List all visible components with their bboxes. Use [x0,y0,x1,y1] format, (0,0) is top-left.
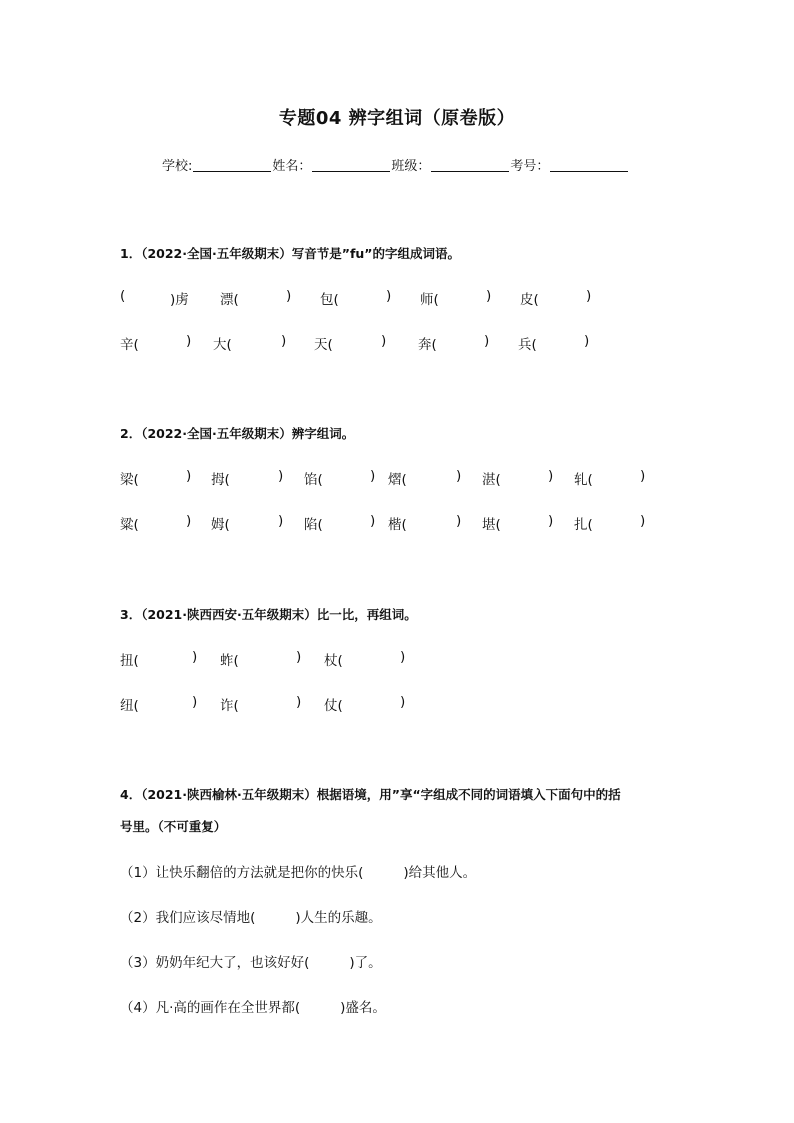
q2-r2-item1-open: 粱( [120,517,139,533]
q1-r2-item3-open: 天( [314,337,333,353]
q3-r1-item1-close: ) [192,649,198,665]
q2-r1-item6-open: 轧( [574,472,593,488]
info-school: 学校: [162,155,272,174]
q1-r2-item5-close: ) [584,333,590,349]
q2-r2-item3-open: 陷( [304,517,323,533]
q2-r1-item2-open: 拇( [211,472,230,488]
q3-r1-item3-close: ) [400,649,406,665]
q1-r1-item4-open: 师( [420,292,439,308]
q1-r2-item1-close: ) [186,333,192,349]
question-4-header-line-2: 号里。（不可重复） [120,819,227,834]
q1-r1-item1-open: ( [120,288,126,304]
q1-r1-item3-open: 包( [320,292,339,308]
q2-r2-item6-open: 扎( [574,517,593,533]
name-blank[interactable] [312,157,390,172]
q1-r2-item2-open: 大( [213,337,232,353]
q3-r2-item2-close: ) [296,694,302,710]
q3-r2-item1-close: ) [192,694,198,710]
q2-r1-item6-close: ) [640,468,646,484]
q2-r1-item3-open: 馅( [304,472,323,488]
q2-r1-item5-close: ) [548,468,554,484]
q3-r2-item3-close: ) [400,694,406,710]
q2-r1-item5-open: 湛( [482,472,501,488]
q4-sentence-3 [120,951,382,971]
q4-sentence-4 [120,996,386,1016]
q2-r1-item1-close: ) [186,468,192,484]
q4-s3-before: （3）奶奶年纪大了，也该好好( [120,955,310,971]
question-2-header: 2．（2022·全国·五年级期末）辨字组词。 [120,426,355,441]
q3-r2-item1-open: 纽( [120,698,139,714]
q1-r1-item2-open: 漂( [220,292,239,308]
q1-r2-item3-close: ) [381,333,387,349]
question-1-header: 1．（2022·全国·五年级期末）写音节是”fu”的字组成词语。 [120,246,461,261]
q2-r2-item3-close: ) [370,513,376,529]
q1-r1-item2-close: ) [286,288,292,304]
q2-r1-item3-close: ) [370,468,376,484]
q2-r1-item2-close: ) [278,468,284,484]
q1-r1-item1-close: )虏 [170,292,189,308]
q1-r2-item4-close: ) [484,333,490,349]
q4-sentence-2 [120,906,382,926]
q1-r2-item4-open: 奔( [418,337,437,353]
q3-r1-item2-open: 蚱( [220,653,239,669]
q1-r1-item4-close: ) [486,288,492,304]
q4-s2-before: （2）我们应该尽情地( [120,910,256,926]
q1-r1-item3-close: ) [386,288,392,304]
q1-r2-item2-close: ) [281,333,287,349]
q4-s3-after: )了。 [349,955,382,971]
q2-r2-item5-close: ) [548,513,554,529]
q2-r2-item4-close: ) [456,513,462,529]
q4-s4-after: )盛名。 [340,1000,386,1016]
q1-r2-item5-open: 兵( [518,337,537,353]
question-4-header-line-1: 4．（2021·陕西榆林·五年级期末）根据语境，用”享“字组成不同的词语填入下面句中的括 [120,787,621,802]
q2-r2-item4-open: 楷( [388,517,407,533]
q2-r1-item4-open: 熠( [388,472,407,488]
class-blank[interactable] [431,157,509,172]
q2-r2-item6-close: ) [640,513,646,529]
q1-r1-item5-open: 皮( [520,292,539,308]
q3-r1-item1-open: 扭( [120,653,139,669]
exam-number-blank[interactable] [550,157,628,172]
school-blank[interactable] [193,157,271,172]
q1-r2-item1-open: 辛( [120,337,139,353]
q3-r1-item2-close: ) [296,649,302,665]
q2-r2-item1-close: ) [186,513,192,529]
info-exam-number: 考号： [510,155,629,174]
q4-s2-after: )人生的乐趣。 [295,910,382,926]
q3-r2-item2-open: 诈( [220,698,239,714]
student-info-line [162,155,629,174]
q2-r1-item1-open: 梁( [120,472,139,488]
info-name: 姓名： [272,155,391,174]
q3-r1-item3-open: 杖( [324,653,343,669]
info-class: 班级： [391,155,510,174]
question-3-header: 3．（2021·陕西西安·五年级期末）比一比，再组词。 [120,607,417,622]
page-title: 专题04 辨字组词（原卷版） [278,108,516,129]
q2-r1-item4-close: ) [456,468,462,484]
q4-s1-after: )给其他人。 [403,865,477,881]
q3-r2-item3-open: 仗( [324,698,343,714]
q2-r2-item2-close: ) [278,513,284,529]
q1-r1-item5-close: ) [586,288,592,304]
q2-r2-item5-open: 堪( [482,517,501,533]
q2-r2-item2-open: 姆( [211,517,230,533]
q4-s4-before: （4）凡·高的画作在全世界都( [120,1000,301,1016]
q4-s1-before: （1）让快乐翻倍的方法就是把你的快乐( [120,865,364,881]
q4-sentence-1 [120,861,476,881]
